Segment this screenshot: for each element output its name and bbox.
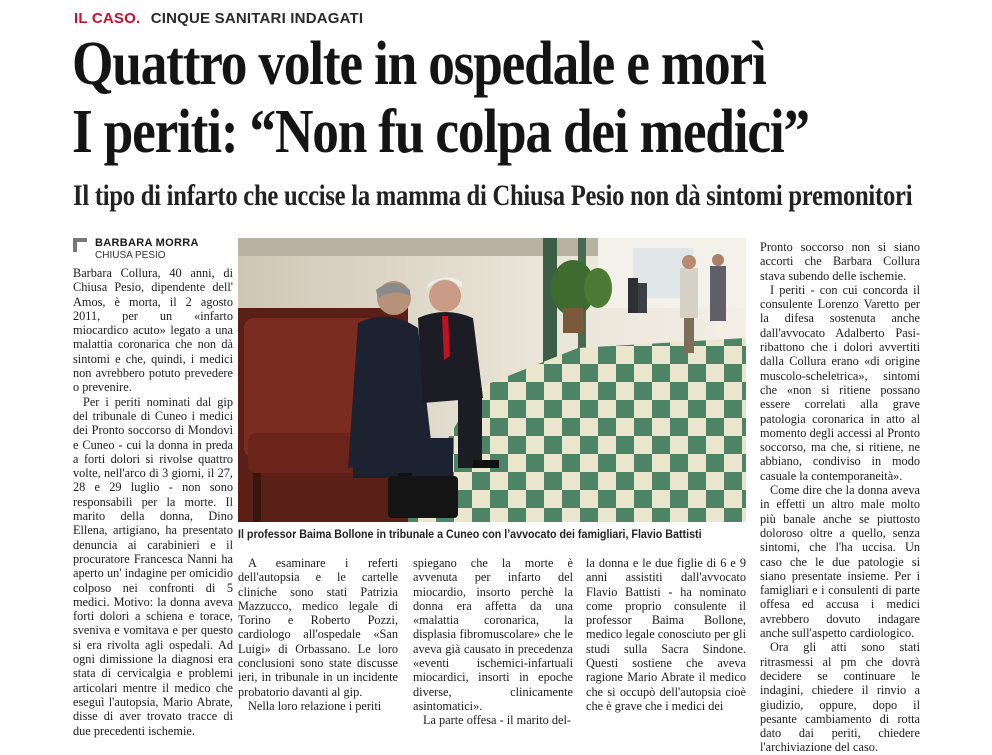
byline-corner-mark <box>73 238 87 252</box>
headline-line-1: Quattro volte in ospedale e morì <box>72 30 766 98</box>
paragraph: Per i periti nominati dal gip del tribunale di Cuneo i medici dei Pronto soccorso di Mondovì e Cuneo - cui la donna in preda a forti dolori si rivolse quattro volte, nell'arco di 3 giorni, il 27, 28 e 29 luglio - non sono responsabili per la morte. Il marito della donna, Dino Ellena, artigiano, ha presentato denuncia ai carabinieri e il procuratore Francesca Nanni ha aperto un' indagine per omicidio colposo nei confronti di 5 medici. Motivo: la donna aveva forti dolori a schiena e torace, sveniva e vomitava e per questo si era rivolta agli ospedali. Ad ogni dimissione la diagnosi era stata di cervicalgia e problemi articolari mentre il medico che eseguì l'autopsia, Mario Abrate, disse di aver trovato tracce di due precedenti ischemie. <box>73 394 233 738</box>
byline <box>95 237 199 262</box>
headline <box>72 30 809 166</box>
kicker-text: CINQUE SANITARI INDAGATI <box>150 10 364 27</box>
kicker <box>74 10 363 27</box>
paragraph: A esaminare i referti dell'autopsia e le cartelle cliniche sono stati Patrizia Mazzucco, medico legale di Torino e Roberto Pozzi, cardiologo all'ospedale «San Luigi» di Orbassano. Le loro conclusioni sono state discusse ieri, in tribunale in un incidente probatorio davanti al gip. <box>238 556 398 699</box>
kicker-tag: IL CASO. <box>74 10 141 27</box>
paragraph: La parte offesa - il marito del- <box>423 713 571 728</box>
paragraph: la donna e le due figlie di 6 e 9 anni assistiti dall'avvocato Flavio Battisti - ha nominato come proprio consulente il professor Baima Bollone, medico legale conosciuto per gli studi sulla Sacra Sindone. Questi sostiene che aveva ragione Mario Abrate il medico che si occupò dell'autopsia cioè che è grave che i medici dei <box>586 556 746 713</box>
paragraph: Pronto soccorso non si siano accorti che Barbara Collura stava subendo delle ischemie. <box>760 240 920 283</box>
article-column-1 <box>73 266 233 738</box>
paragraph: I periti - con cui concorda il consulente Lorenzo Varetto per la difesa sostenuta anche dall'avvocato Adalberto Pasi- ribattono che i dolori avvertiti dalla Collura erano «di origine muscolo-scheletrica», sintomi che «non si ritiene possano essere correlati alla grave patologia coronarica in atto al momento degli accessi al Pronto soccorso, ma che, si ritiene, ne abbiano, condiviso in modo casuale la contemporaneità». <box>760 282 920 483</box>
paragraph: Barbara Collura, 40 anni, di Chiusa Pesio, dipendente dell' Amos, è morta, il 2 agosto 2011, per un «infarto miocardico acuto» legato a una malattia coronarica che non dà sintomi e che, quindi, i medici non avrebbero potuto prevedere o prevenire. <box>73 266 233 395</box>
news-photo <box>238 238 746 522</box>
paragraph: Ora gli atti sono stati ritrasmessi al pm che dovrà decidere se continuare le indagini, chiedere il rinvio a giudizio, oppure, dopo il pesante cambiamento di rotta dato dai periti, chiedere l'archiviazione del caso. <box>760 640 920 755</box>
photo-caption: Il professor Baima Bollone in tribunale a Cuneo con l’avvocato dei famigliari, Flavio Battisti <box>238 529 702 541</box>
article-column-4 <box>586 556 746 713</box>
byline-place: CHIUSA PESIO <box>95 250 166 261</box>
article-column-3 <box>413 556 573 728</box>
byline-author: BARBARA MORRA <box>95 237 199 249</box>
subheadline: Il tipo di infarto che uccise la mamma di Chiusa Pesio non dà sintomi premonitori <box>73 179 913 212</box>
headline-line-2: I periti: “Non fu colpa dei medici” <box>72 98 809 166</box>
paragraph: spiegano che la morte è avvenuta per infarto del miocardio, insorto perchè la donna era affetta da una «malattia coronarica, la displasia fibromuscolare» che le aveva già causato in precedenza «eventi ischemici-infartuali miocardici, insorti in epoche diverse, clinicamente asintomatici». <box>413 556 573 713</box>
paragraph: Nella loro relazione i periti <box>248 698 382 713</box>
courtroom-photo-illustration <box>238 238 746 522</box>
paragraph: Come dire che la donna aveva in effetti un altro male molto più banale anche se piuttosto doloroso oltre a quello, senza sintomi, che l'ha uccisa. Un caso che le due patologie si siano presentate insieme. Per i famigliari e i consulenti di parte offesa ed accusa i medici avrebbero dovuto indagare anche sull'aspetto cardiologico. <box>760 483 920 641</box>
article-column-2 <box>238 556 398 713</box>
article-column-5 <box>760 240 920 755</box>
